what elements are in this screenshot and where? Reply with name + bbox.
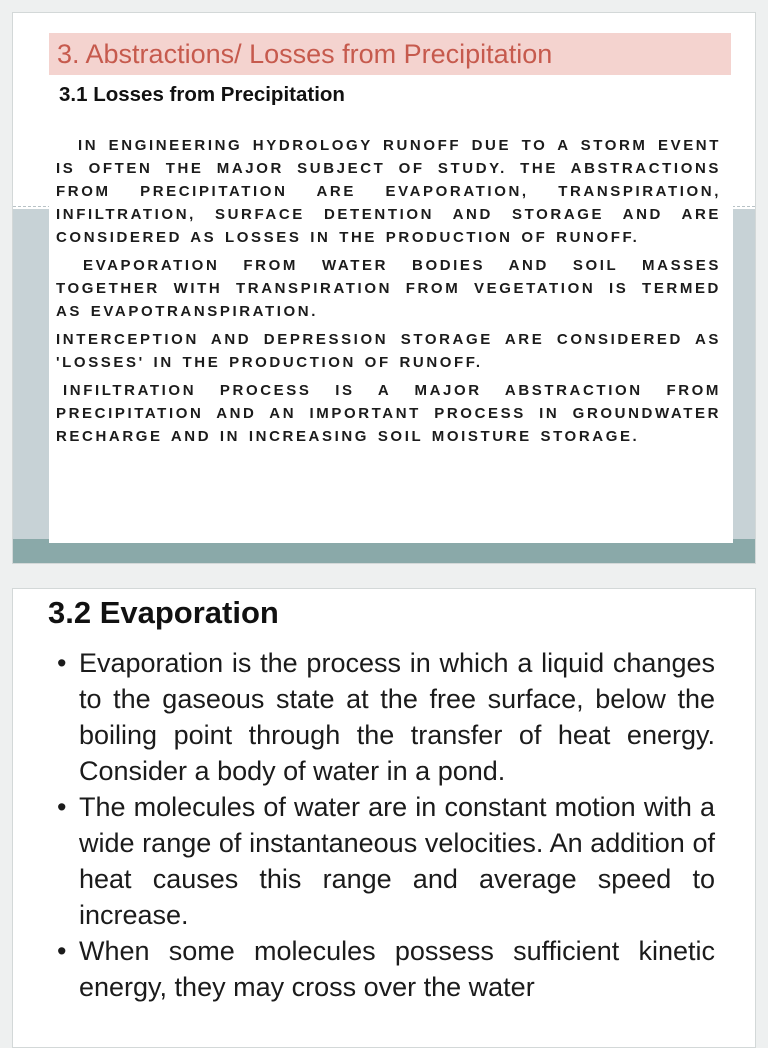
- paragraph-block: [56, 134, 721, 453]
- slide-title: 3. Abstractions/ Losses from Precipitation: [57, 39, 553, 69]
- list-item: [51, 789, 715, 933]
- bullet-text: The molecules of water are in constant motion with a wide range of instantaneous velocities. An addition of heat causes this range and average speed to increase.: [79, 792, 715, 930]
- bullet-text: Evaporation is the process in which a liquid changes to the gaseous state at the free surface, below the boiling point through the transfer of heat energy. Consider a body of water in a pond.: [79, 648, 715, 786]
- list-item: [51, 645, 715, 789]
- paragraph: IN ENGINEERING HYDROLOGY RUNOFF DUE TO A STORM EVENT IS OFTEN THE MAJOR SUBJECT OF STUDY. THE ABSTRACTIONS FROM PRECIPITATION ARE EVAPORATION, TRANSPIRATION, INFILTRATION, SURFACE DETENTION AND STORAGE AND ARE CONSIDERED AS LOSSES IN THE PRODUCTION OF RUNOFF.: [56, 137, 721, 246]
- slide-evaporation: [12, 588, 756, 1048]
- paragraph: EVAPORATION FROM WATER BODIES AND SOIL MASSES TOGETHER WITH TRANSPIRATION FROM VEGETATION IS TERMED AS EVAPOTRANSPIRATION.: [56, 257, 721, 320]
- section-subheading: 3.1 Losses from Precipitation: [59, 83, 345, 106]
- paragraph: INTERCEPTION AND DEPRESSION STORAGE ARE CONSIDERED AS 'LOSSES' IN THE PRODUCTION OF RUNOFF.: [56, 331, 721, 371]
- bullet-list: [51, 645, 715, 1005]
- slide-losses: [12, 12, 756, 564]
- bullet-icon: •: [57, 648, 67, 678]
- bullet-text: When some molecules possess sufficient kinetic energy, they may cross over the water: [79, 936, 715, 1002]
- paragraph: INFILTRATION PROCESS IS A MAJOR ABSTRACTION FROM PRECIPITATION AND AN IMPORTANT PROCESS IN GROUNDWATER RECHARGE AND IN INCREASING SOIL MOISTURE STORAGE.: [56, 382, 721, 445]
- bullet-icon: •: [57, 792, 67, 822]
- title-bar: [49, 33, 731, 75]
- list-item: [51, 933, 715, 1005]
- slide-heading: 3.2 Evaporation: [48, 595, 279, 630]
- bullet-icon: •: [57, 936, 67, 966]
